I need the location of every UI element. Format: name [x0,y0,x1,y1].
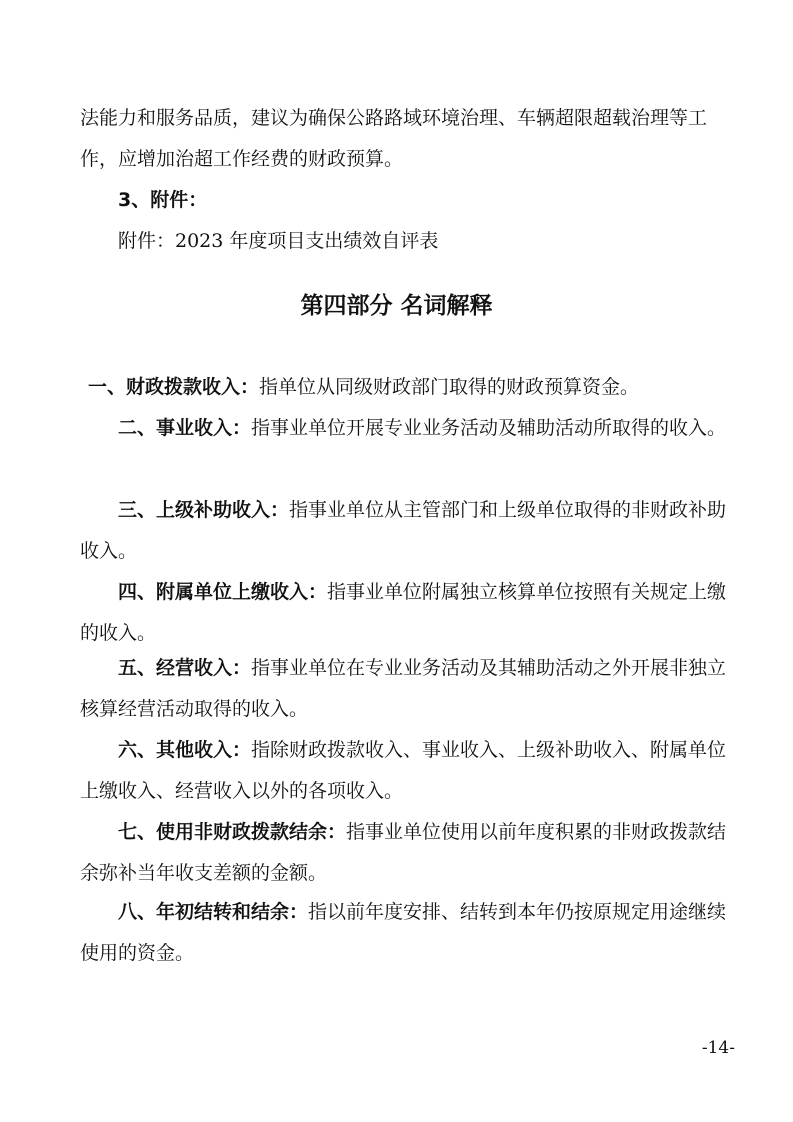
definition-text: 指事业单位使用以前年度积累的非财政拨款结余弥补当年收支差额的金额。 [80,821,727,884]
definition-term: 八、年初结转和结余： [118,901,309,923]
definition-6 [80,730,740,812]
definition-term: 七、使用非财政拨款结余： [118,821,347,843]
definition-text: 指事业单位在专业业务活动及其辅助活动之外开展非独立核算经营活动取得的收入。 [80,657,727,720]
definition-term: 一、财政拨款收入： [88,376,260,398]
continued-paragraph: 法能力和服务品质，建议为确保公路路域环境治理、车辆超限超载治理等工作，应增加治超工作经费的财政预算。 [80,107,708,170]
attachment-text: 附件：2023 年度项目支出绩效自评表 [118,230,439,252]
definition-term: 二、事业收入： [118,417,252,439]
definition-term: 五、经营收入： [118,657,252,679]
definition-8 [80,892,740,974]
page-number: -14- [701,1038,735,1058]
definition-term: 三、上级补助收入： [118,499,290,521]
definition-4 [80,572,740,654]
definition-2 [80,408,740,449]
definition-text: 指事业单位从主管部门和上级单位取得的非财政补助收入。 [80,499,727,562]
definition-text: 指单位从同级财政部门取得的财政预算资金。 [259,376,640,398]
definition-term: 六、其他收入： [118,739,252,761]
definition-text: 指除财政拨款收入、事业收入、上级补助收入、附属单位上缴收入、经营收入以外的各项收入。 [80,739,727,802]
definition-3 [80,490,740,572]
definition-7 [80,812,740,894]
definition-5 [80,648,740,730]
definition-text: 指事业单位附属独立核算单位按照有关规定上缴的收入。 [80,581,727,644]
section-title: 第四部分 名词解释 [300,293,493,319]
attachment-heading: 3、附件： [118,189,208,211]
definition-text: 指事业单位开展专业业务活动及辅助活动所取得的收入。 [251,417,727,439]
definition-text: 指以前年度安排、结转到本年仍按原规定用途继续使用的资金。 [80,901,727,964]
definition-1 [80,367,740,408]
definition-term: 四、附属单位上缴收入： [118,581,328,603]
